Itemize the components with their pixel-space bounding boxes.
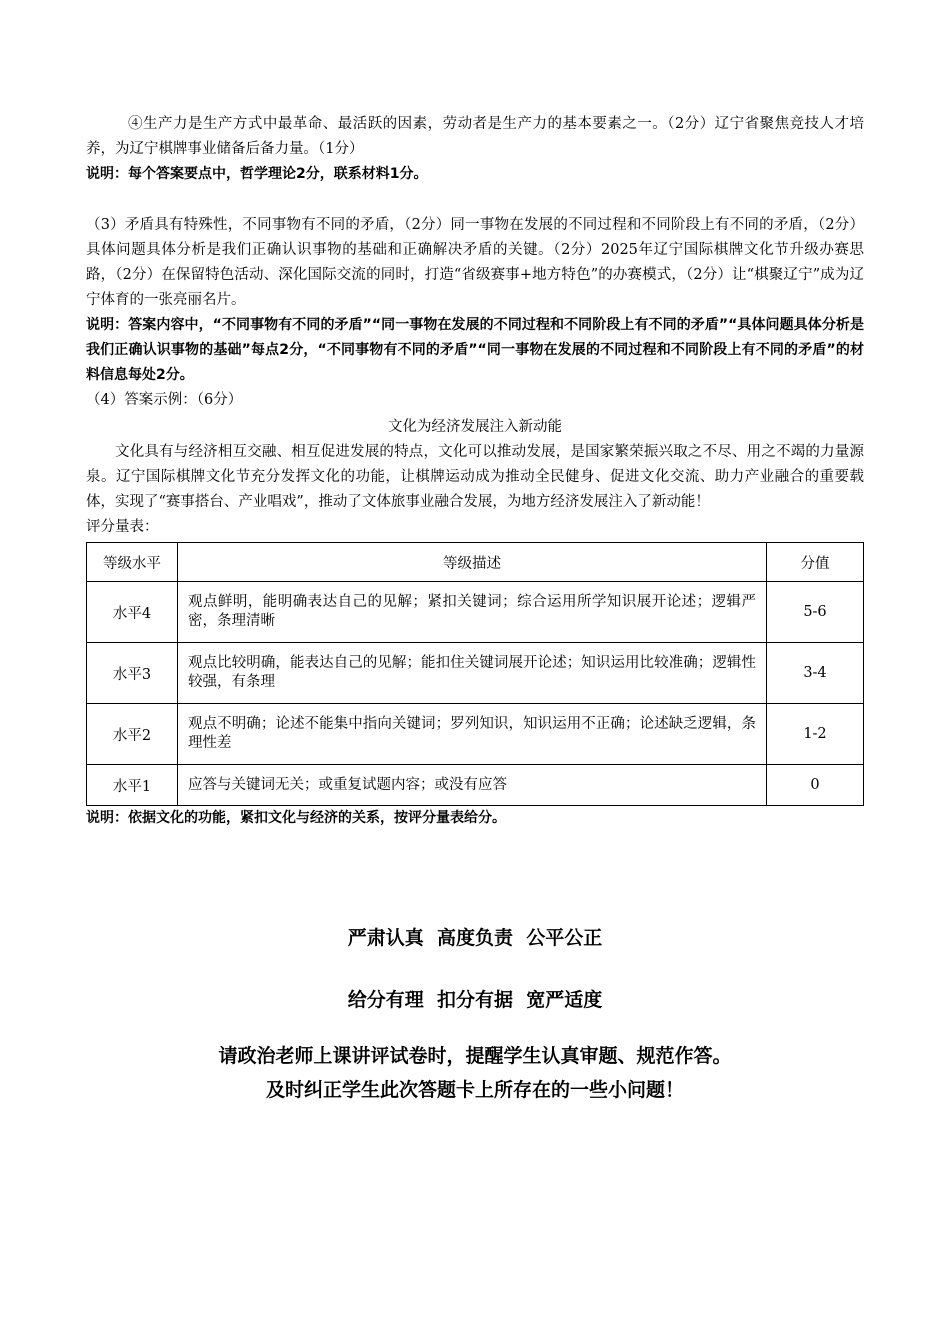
scoring-note-2: 说明：答案内容中，“不同事物有不同的矛盾”“同一事物在发展的不同过程和不同阶段上有不同的矛盾”“具体问题具体分析是我们正确认识事物的基础”每点2分，“不同事物有不同的矛盾”“同一事物在发展的不同过程和不同阶段上有不同的矛盾”的材料信息每处2分。	[86, 317, 864, 383]
essay-body: 文化具有与经济相互交融、相互促进发展的特点，文化可以推动发展，是国家繁荣振兴取之不尽、用之不竭的力量源泉。辽宁国际棋牌文化节充分发挥文化的功能，让棋牌运动成为推动全民健身、促进文化交流、助力产业融合的重要载体，实现了“赛事搭台、产业唱戏”，推动了文体旅事业融合发展，为地方经济发展注入了新动能！	[86, 444, 864, 510]
rubric-row	[87, 704, 864, 765]
rubric-description: 观点鲜明，能明确表达自己的见解；紧扣关键词；综合运用所学知识展开论述；逻辑严密，条理清晰	[178, 582, 767, 643]
rubric-description: 应答与关键词无关；或重复试题内容；或没有应答	[178, 765, 767, 806]
rubric-level: 水平4	[87, 582, 178, 643]
rubric-level: 水平2	[87, 704, 178, 765]
rubric-row	[87, 582, 864, 643]
rubric-description: 观点不明确；论述不能集中指向关键词；罗列知识，知识运用不正确；论述缺乏逻辑，条理性差	[178, 704, 767, 765]
rubric-score: 3-4	[767, 643, 864, 704]
reminder-line: 及时纠正学生此次答题卡上所存在的一些小问题！	[265, 1079, 684, 1101]
rubric-level: 水平3	[87, 643, 178, 704]
header-level: 等级水平	[87, 543, 178, 582]
rubric-score: 1-2	[767, 704, 864, 765]
rubric-level: 水平1	[87, 765, 178, 806]
answer-point-4: ④生产力是生产方式中最革命、最活跃的因素，劳动者是生产力的基本要素之一。（2分）辽宁省聚焦竞技人才培养，为辽宁棋牌事业储备后备力量。（1分）	[86, 116, 864, 157]
essay-title: 文化为经济发展注入新动能	[388, 419, 562, 435]
scoring-note-1: 说明：每个答案要点中，哲学理论2分，联系材料1分。	[86, 166, 428, 182]
rubric-score: 5-6	[767, 582, 864, 643]
answer-key-page	[86, 112, 864, 831]
scoring-note-3: 说明：依据文化的功能，紧扣文化与经济的关系，按评分量表给分。	[86, 810, 506, 826]
slogan-line: 严肃认真 高度负责 公平公正	[347, 927, 603, 949]
spacer	[86, 187, 864, 213]
rubric-row	[87, 643, 864, 704]
reminder-line: 请政治老师上课讲评试卷时，提醒学生认真审题、规范作答。	[218, 1045, 732, 1067]
slogan-line: 给分有理 扣分有据 宽严适度	[347, 989, 603, 1011]
answer-3: （3）矛盾具有特殊性，不同事物有不同的矛盾，（2分）同一事物在发展的不同过程和不同阶段上有不同的矛盾，（2分）具体问题具体分析是我们正确认识事物的基础和正确解决矛盾的关键。（2分）2025年辽宁国际棋牌文化节升级办赛思路，（2分）在保留特色活动、深化国际交流的同时，打造“省级赛事+地方特色”的办赛模式，（2分）让“棋聚辽宁”成为辽宁体育的一张亮丽名片。	[86, 217, 864, 308]
answer-4-label: （4）答案示例：（6分）	[86, 392, 243, 408]
rubric-table	[86, 542, 864, 806]
rubric-row	[87, 765, 864, 806]
header-score: 分值	[767, 543, 864, 582]
header-description: 等级描述	[178, 543, 767, 582]
rubric-label: 评分量表：	[86, 519, 159, 535]
rubric-score: 0	[767, 765, 864, 806]
rubric-description: 观点比较明确，能表达自己的见解；能扣住关键词展开论述；知识运用比较准确；逻辑性较强，有条理	[178, 643, 767, 704]
slogan-block	[0, 922, 950, 1106]
rubric-header-row	[87, 543, 864, 582]
